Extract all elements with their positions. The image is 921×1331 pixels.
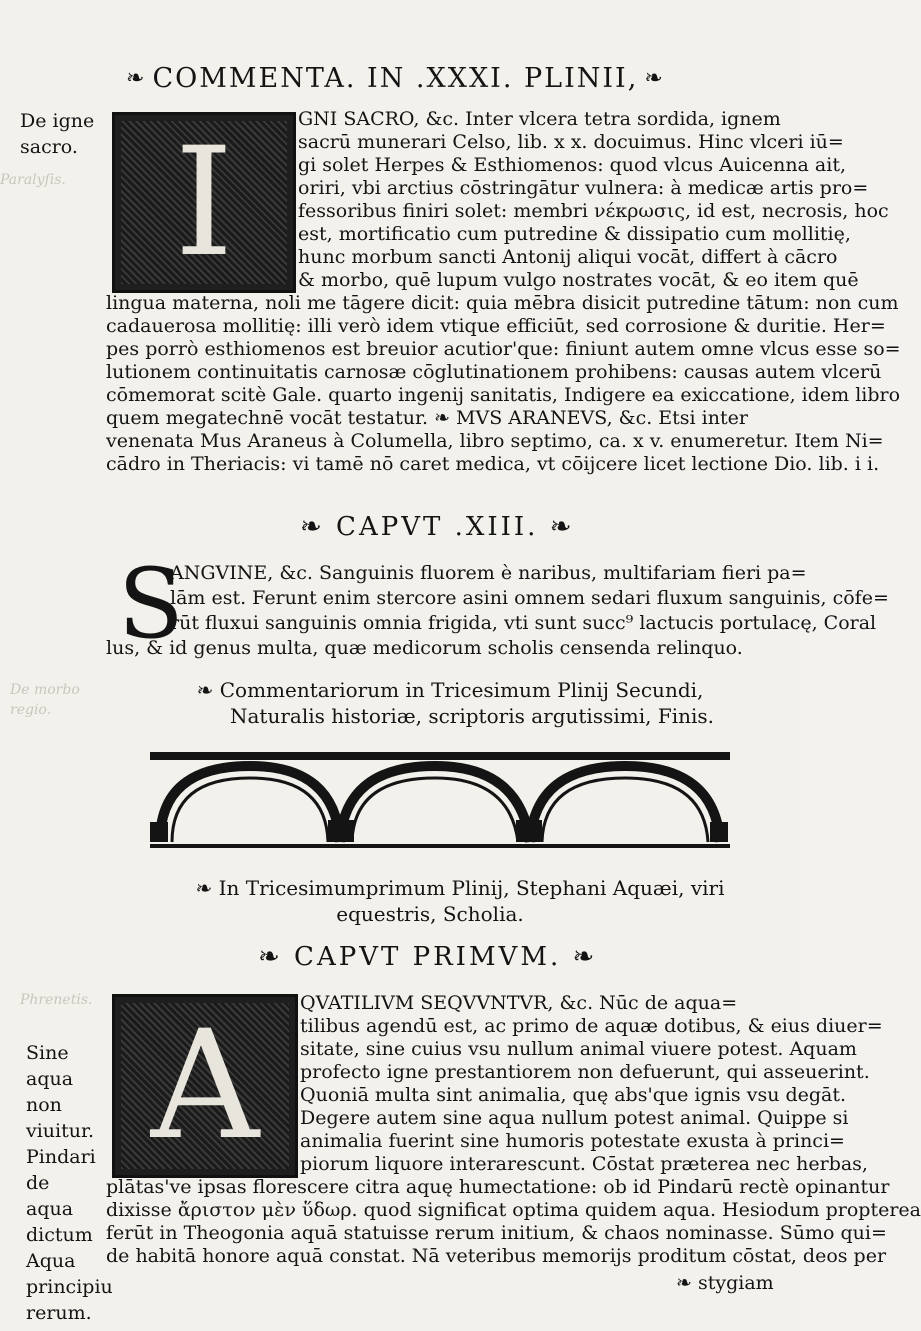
text-line: dixisse ἄριστον μὲν ὕδωρ. quod significat optima quidem aqua. Hesiodum propterea: [106, 1199, 921, 1221]
scholia-line-2: equestris, Scholia.: [336, 902, 524, 926]
caput-primum-heading: ❧ CAPVT PRIMVM. ❧: [258, 942, 598, 972]
catchword: ❧ stygiam: [676, 1272, 774, 1294]
text-line: ANGVINE, &c. Sanguinis fluorem è naribus, multifariam fieri pa=: [170, 562, 807, 584]
text-line: lingua materna, noli me tāgere dicit: quia mēbra disicit putredine tātum: non cum: [106, 292, 899, 314]
text-line: hunc morbum sancti Antonij aliqui vocāt, differt à cācro: [298, 246, 838, 268]
text-line: de habitā honore aquā constat. Nā veteribus memorijs proditum cōstat, deos per: [106, 1245, 887, 1267]
text-line: fessoribus finiri solet: membri νέκρωσις, id est, necrosis, hoc: [298, 200, 889, 222]
bleed-through-text: Phrenetis.: [20, 992, 93, 1008]
text-line: Quoniā multa sint animalia, quę abs'que ignis vsu degāt.: [300, 1084, 847, 1106]
text-line: gi solet Herpes & Esthiomenos: quod vlcus Auicenna ait,: [298, 154, 847, 176]
text-line: cādro in Theriacis: vi tamē nō caret medica, vt cōijcere licet lectione Dio. lib. i i.: [106, 453, 880, 475]
bleed-through-text: Paralyſis.: [0, 172, 66, 188]
text-line: & morbo, quē lupum vulgo nostrates vocāt, & eo item quē: [298, 269, 859, 291]
margin-note-bottom: Sine aqua non viuitur. Pindari de aqua dictum Aqua principiu rerum.: [26, 1042, 113, 1324]
text-line: profecto igne prestantiorem non defuerunt, qui asseuerint.: [300, 1061, 870, 1083]
text-line: Degere autem sine aqua nullum potest animal. Quippe si: [300, 1107, 849, 1129]
text-line: lutionem continuitatis carnosæ cōglutinationem prohibens: causas autem vlcerū: [106, 361, 882, 383]
decorated-initial-i: I: [112, 112, 296, 293]
text-line: pes porrò esthiomenos est breuior acutior'que: finiunt autem omne vlcus esse so=: [106, 338, 901, 360]
running-header: [120, 58, 760, 98]
scholia-line-1: ❧ In Tricesimumprimum Plinij, Stephani Aquæi, viri: [195, 876, 725, 900]
fleuron-icon: ❧: [126, 65, 147, 91]
text-line: oriri, vbi arctius cōstringātur vulnera: à medicæ artis pro=: [298, 177, 869, 199]
text-line: ferūt in Theogonia aquā statuisse rerum initium, & chaos nominasse. Sūmo qui=: [106, 1222, 887, 1244]
text-line: animalia fuerint sine humoris potestate exusta à princi=: [300, 1130, 845, 1152]
text-line: lām est. Ferunt enim stercore asini omnem sedari fluxum sanguinis, cōfe=: [170, 587, 889, 609]
text-line: quem megatechnē vocāt testatur. ❧ MVS ARANEVS, &c. Etsi inter: [106, 407, 748, 429]
text-line: plātas've ipsas florescere citra aquę humectatione: ob id Pindarū rectè opinantur: [106, 1176, 890, 1198]
text-line: GNI SACRO, &c. Inter vlcera tetra sordida, ignem: [298, 108, 781, 130]
text-line: cōmemorat scitè Gale. quarto ingenij sanitatis, Indigere ea exiccatione, idem libro: [106, 384, 901, 406]
text-line: piorum liquore interarescunt. Cōstat præterea nec herbas,: [300, 1153, 868, 1175]
header-title: COMMENTA. IN .XXXI. PLINII,: [152, 62, 639, 94]
text-line: sacrū munerari Celso, lib. x x. docuimus. Hinc vlceri iū=: [298, 131, 844, 153]
finis-line-1: ❧ Commentariorum in Tricesimum Plinij Secundi,: [196, 678, 704, 702]
decorated-initial-a: A: [112, 994, 298, 1178]
initial-s: S: [118, 548, 184, 660]
text-line: QVATILIVM SEQVVNTVR, &c. Nūc de aqua=: [300, 992, 738, 1014]
arcade-ornament: [150, 752, 730, 852]
text-line: est, mortificatio cum putredine & dissipatio cum mollitię,: [298, 223, 851, 245]
text-line: sitate, sine cuius vsu nullum animal viuere potest. Aquam: [300, 1038, 857, 1060]
text-line: venenata Mus Araneus à Columella, libro septimo, ca. x v. enumeretur. Item Ni=: [106, 430, 884, 452]
bleed-through-text: De morbo regio.: [10, 682, 80, 718]
finis-line-2: Naturalis historiæ, scriptoris argutissimi, Finis.: [230, 704, 714, 728]
caput-xiii-heading: ❧ CAPVT .XIII. ❧: [300, 512, 575, 542]
fleuron-icon: ❧: [644, 65, 665, 91]
margin-note-top: De igne sacro.: [20, 110, 95, 158]
text-line: rūt fluxui sanguinis omnia frigida, vti sunt succ⁹ lactucis portulacę, Coral: [170, 612, 877, 634]
text-line: tilibus agendū est, ac primo de aquæ dotibus, & eius diuer=: [300, 1015, 883, 1037]
text-line: cadauerosa mollitię: illi verò idem vtique efficiūt, sed corrosione & duritie. Her=: [106, 315, 886, 337]
text-line: lus, & id genus multa, quæ medicorum scholis censenda relinquo.: [106, 637, 743, 659]
